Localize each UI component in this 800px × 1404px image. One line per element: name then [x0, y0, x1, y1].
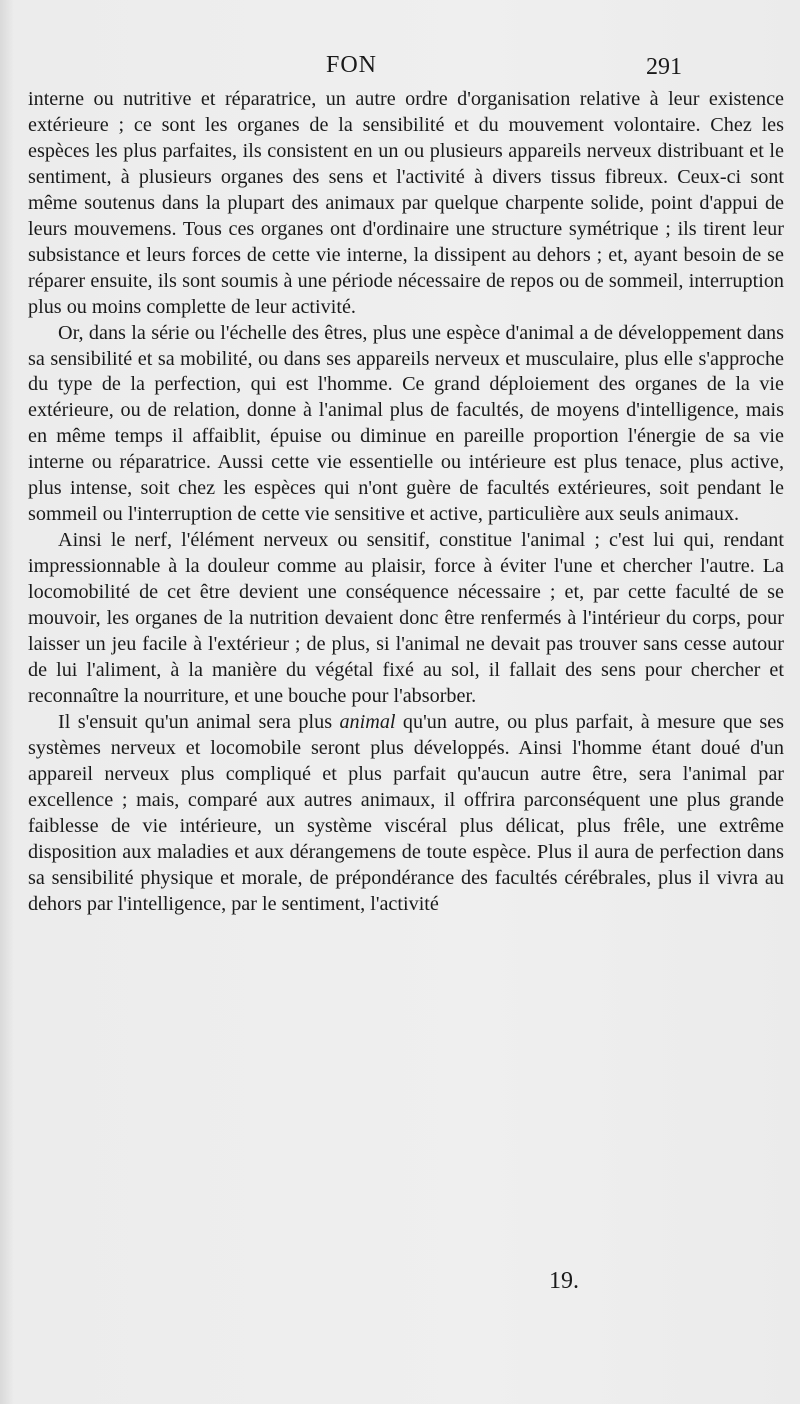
signature-mark: 19.: [549, 1268, 579, 1294]
paragraph-4: [28, 710, 784, 918]
page-number: 291: [646, 54, 682, 80]
paragraph-4-rest: qu'un autre, ou plus parfait, à mesure que ses systèmes nerveux et locomobile seront plus développés. Ainsi l'homme étant doué d'un appareil nerveux plus compliqué et plus parfait qu'aucun autre être, sera l'animal par excellence ; mais, comparé aux autres animaux, il offrira parconséquent une plus grande faiblesse de vie intérieure, un système viscéral plus délicat, plus frêle, une extrême disposition aux maladies et aux dérangemens de toute espèce. Plus il aura de perfection dans sa sensibilité physique et morale, de prépondérance des facultés cérébrales, plus il vivra au dehors par l'intelligence, par le sentiment, l'activité: [28, 710, 785, 915]
paragraph-3: Ainsi le nerf, l'élément nerveux ou sensitif, constitue l'animal ; c'est lui qui, rendant impressionnable à la douleur comme au plaisir, force à éviter l'une et chercher l'autre. La locomobilité de cet être devient une conséquence nécessaire ; et, par cette faculté de se mouvoir, les organes de la nutrition devaient donc être renfermés à l'intérieur du corps, pour laisser un jeu facile à l'extérieur ; de plus, si l'animal ne devait pas trouver sans cesse autour de lui l'aliment, à la manière du végétal fixé au sol, il fallait des sens pour chercher et reconnaître la nourriture, et une bouche pour l'absorber.: [28, 529, 784, 707]
italic-word-animal: animal: [339, 710, 396, 733]
body-text: [28, 87, 784, 918]
paragraph-4-start: Il s'ensuit qu'un animal sera plus: [58, 710, 333, 733]
paragraph-1: interne ou nutritive et réparatrice, un autre ordre d'organisation relative à leur existence extérieure ; ce sont les organes de la sensibilité et du mouvement volontaire. Chez les espèces les plus parfaites, ils consistent en un ou plusieurs appareils nerveux distribuant et le sentiment, à plusieurs organes des sens et l'activité à divers tissus fibreux. Ceux-ci sont même soutenus dans la plupart des animaux par quelque charpente solide, point d'appui de leurs mouvemens. Tous ces organes ont d'ordinaire une structure symétrique ; ils tirent leur subsistance et leurs forces de cette vie interne, la dissipent au dehors ; et, ayant besoin de se réparer ensuite, ils sont soumis à une période nécessaire de repos ou de sommeil, interruption plus ou moins complette de leur activité.: [28, 88, 784, 318]
paragraph-2: Or, dans la série ou l'échelle des êtres, plus une espèce d'animal a de développement dans sa sensibilité et sa mobilité, ou dans ses appareils nerveux et musculaire, plus elle s'approche du type de la perfection, qui est l'homme. Ce grand déploiement des organes de la vie extérieure, ou de relation, donne à l'animal plus de facultés, de moyens d'intelligence, mais en même temps il affaiblit, épuise ou diminue en pareille proportion l'énergie de sa vie interne ou réparatrice. Aussi cette vie essentielle ou intérieure est plus tenace, plus active, plus intense, soit chez les espèces qui n'ont guère de facultés extérieures, soit pendant le sommeil ou l'interruption de cette vie sensitive et active, particulière aux seuls animaux.: [28, 321, 784, 526]
running-head: FON: [326, 52, 378, 78]
page-header: [0, 52, 800, 86]
